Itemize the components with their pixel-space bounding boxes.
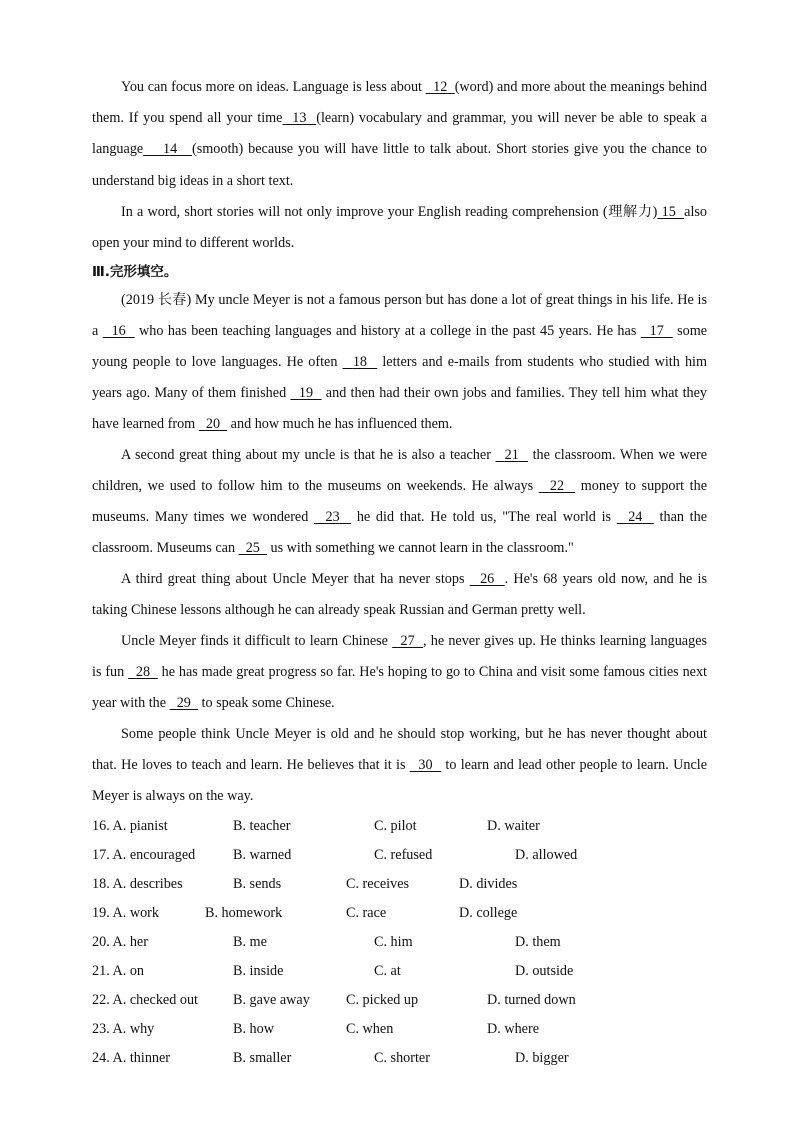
option-row-19 [92, 899, 707, 928]
blank-15: 15 [661, 203, 676, 220]
paragraph-text: to speak some Chinese. [197, 695, 335, 712]
cloze-paragraph-2 [92, 440, 707, 564]
option-d: D. waiter [487, 818, 540, 835]
paragraph-text: (smooth) because you will have little to talk about. Short stories give you the chance to understand big ideas in a short text. [92, 141, 707, 189]
option-row-18 [92, 870, 707, 899]
cloze-paragraph-1 [92, 285, 707, 440]
paragraph-text: he did that. He told us, "The real world is [351, 509, 617, 526]
paragraph-text: the classroom. When we were children, we used to follow him to the museums on weekends. He always [92, 447, 708, 495]
blank-25: 25 [245, 540, 260, 557]
paragraph-text: letters and e-mails from students who studied with him years ago. Many of them finished [92, 354, 708, 402]
paragraph-text: us with something we cannot learn in the classroom." [266, 540, 574, 557]
paragraph-text: and then had their own jobs and families. They tell him what they have learned from [92, 385, 707, 433]
blank-20: 20 [205, 416, 221, 433]
blank-13: 13 [292, 110, 307, 127]
blank-26: 26 [480, 571, 495, 588]
option-c: C. when [346, 1021, 394, 1038]
blank-19: 19 [298, 385, 314, 402]
paragraph-text: (learn) vocabulary and grammar, you will never be able to speak a language [92, 110, 708, 158]
option-c: C. shorter [374, 1050, 430, 1067]
blank-24: 24 [628, 509, 643, 526]
option-row-20 [92, 928, 707, 957]
paragraph-text: Uncle Meyer finds it difficult to learn Chinese [121, 633, 393, 650]
option-c: C. him [374, 934, 413, 951]
section-heading: Ⅲ.完形填空。 [92, 264, 178, 281]
option-a: 23. A. why [92, 1021, 155, 1038]
option-c: C. receives [346, 876, 410, 893]
paragraph-text: who has been teaching languages and history at a college in the past 45 years. He has [134, 323, 641, 340]
option-c: C. race [346, 905, 387, 922]
option-b: B. how [233, 1021, 274, 1038]
paragraph-text: Some people think Uncle Meyer is old and he should stop working, but he has never thought about that. He loves to teach and learn. He believes that it is [92, 726, 707, 774]
options-list [92, 812, 707, 1073]
blank-14: 14 [162, 141, 178, 158]
blank-16: 16 [111, 323, 126, 340]
paragraph-text: A third great thing about Uncle Meyer that ha never stops [121, 571, 470, 588]
option-b: B. teacher [233, 818, 291, 835]
option-row-21 [92, 957, 707, 986]
option-d: D. allowed [515, 847, 578, 864]
option-row-24 [92, 1044, 707, 1073]
option-d: D. outside [515, 963, 574, 980]
option-c: C. picked up [346, 992, 419, 1009]
paragraph-text: he has made great progress so far. He's hoping to go to China and visit some famous cities next year with the [92, 664, 707, 712]
blank-27: 27 [400, 633, 415, 650]
option-row-16 [92, 812, 707, 841]
cloze-paragraph-4 [92, 626, 707, 719]
option-a: 17. A. encouraged [92, 847, 196, 864]
paragraph-text: , he never gives up. He thinks learning languages is fun [92, 633, 708, 681]
paragraph-text: than the classroom. Museums can [92, 509, 708, 557]
option-c: C. pilot [374, 818, 417, 835]
paragraph-text: money to support the museums. Many times we wondered [92, 478, 708, 526]
option-b: B. inside [233, 963, 284, 980]
paragraph-text: also open your mind to different worlds. [92, 203, 708, 252]
paragraph-text: some young people to love languages. He often [92, 323, 708, 371]
paragraph-text: In a word, short stories will not only improve your English reading comprehension (理解力) [121, 203, 658, 220]
cloze-paragraph-3 [92, 564, 707, 626]
option-row-22 [92, 986, 707, 1015]
option-d: D. them [515, 934, 561, 951]
paragraph-text: (2019 长春) My uncle Meyer is not a famous person but has done a lot of great things in his life. He is a [92, 292, 707, 340]
paragraph-text: (word) and more about the meanings behind them. If you spend all your time [92, 79, 707, 127]
option-a: 24. A. thinner [92, 1050, 171, 1067]
blank-12: 12 [433, 79, 448, 95]
option-d: D. where [487, 1021, 539, 1038]
passage-paragraph-1 [92, 72, 707, 197]
paragraph-text: and how much he has influenced them. [227, 416, 453, 433]
option-d: D. turned down [487, 992, 576, 1009]
option-c: C. refused [374, 847, 433, 864]
blank-22: 22 [549, 478, 565, 495]
paragraph-text: A second great thing about my uncle is that he is also a teacher [121, 447, 496, 464]
passage-paragraph-2 [92, 197, 707, 259]
option-b: B. homework [205, 905, 283, 922]
blank-21: 21 [504, 447, 519, 464]
paragraph-text: to learn and lead other people to learn. Uncle Meyer is always on the way. [92, 757, 707, 805]
option-d: D. bigger [515, 1050, 569, 1067]
option-b: B. warned [233, 847, 292, 864]
option-b: B. smaller [233, 1050, 292, 1067]
blank-28: 28 [135, 664, 151, 681]
blank-29: 29 [176, 695, 191, 712]
option-a: 16. A. pianist [92, 818, 168, 835]
option-a: 21. A. on [92, 963, 145, 980]
option-d: D. college [459, 905, 518, 922]
cloze-paragraph-5 [92, 719, 707, 812]
option-row-17 [92, 841, 707, 870]
blank-18: 18 [352, 354, 367, 371]
option-a: 22. A. checked out [92, 992, 198, 1009]
option-b: B. gave away [233, 992, 310, 1009]
document-page [92, 72, 707, 1073]
option-b: B. sends [233, 876, 282, 893]
blank-30: 30 [418, 757, 433, 774]
option-row-23 [92, 1015, 707, 1044]
paragraph-text: . He's 68 years old now, and he is taking Chinese lessons although he can already speak Russian and German pretty well. [92, 571, 707, 619]
option-d: D. divides [459, 876, 518, 893]
option-a: 19. A. work [92, 905, 159, 922]
option-a: 18. A. describes [92, 876, 183, 893]
paragraph-text: You can focus more on ideas. Language is less about [121, 79, 426, 95]
blank-23: 23 [325, 509, 340, 526]
option-a: 20. A. her [92, 934, 148, 951]
option-c: C. at [374, 963, 401, 980]
blank-17: 17 [649, 323, 664, 340]
option-b: B. me [233, 934, 267, 951]
